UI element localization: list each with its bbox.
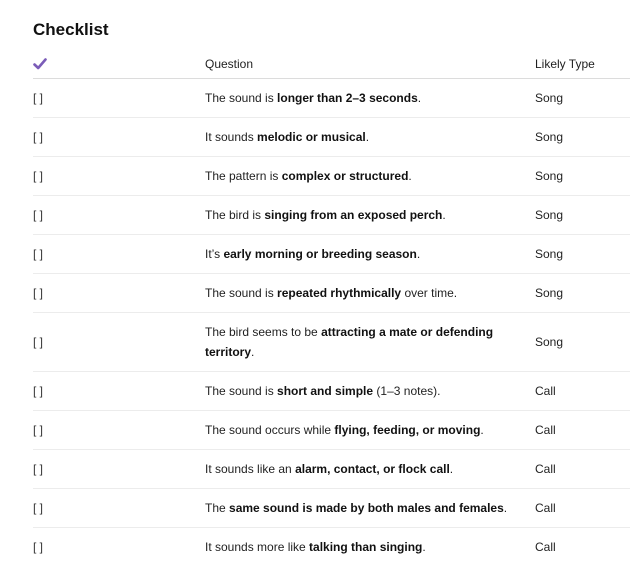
likely-type-cell: Call [535, 372, 630, 411]
checklist-table [33, 50, 630, 566]
table-row [33, 79, 630, 118]
checkbox[interactable]: [ ] [33, 372, 205, 411]
question-text: over time. [401, 286, 458, 300]
checkbox[interactable]: [ ] [33, 274, 205, 313]
question-text: The bird seems to be [205, 325, 322, 339]
table-row [33, 372, 630, 411]
checkbox[interactable]: [ ] [33, 313, 205, 372]
question-cell [205, 157, 535, 196]
table-row [33, 528, 630, 567]
table-row [33, 235, 630, 274]
likely-type-cell: Song [535, 235, 630, 274]
checkbox[interactable]: [ ] [33, 489, 205, 528]
question-text: The sound is [205, 384, 278, 398]
checkbox[interactable]: [ ] [33, 411, 205, 450]
table-row [33, 313, 630, 372]
checkbox[interactable]: [ ] [33, 157, 205, 196]
likely-type-cell: Call [535, 411, 630, 450]
likely-type-cell: Song [535, 79, 630, 118]
question-cell [205, 274, 535, 313]
question-text: (1–3 notes). [373, 384, 441, 398]
checkbox[interactable]: [ ] [33, 235, 205, 274]
checklist-rows [33, 79, 630, 567]
question-text: The pattern is [205, 169, 282, 183]
checkbox[interactable]: [ ] [33, 450, 205, 489]
question-cell [205, 313, 535, 372]
question-emphasis: alarm, contact, or flock call [295, 462, 450, 476]
likely-type-cell: Song [535, 118, 630, 157]
question-text: The [205, 501, 230, 515]
likely-type-cell: Call [535, 489, 630, 528]
question-text: The sound is [205, 91, 278, 105]
likely-type-cell: Song [535, 274, 630, 313]
table-row [33, 489, 630, 528]
checkbox[interactable]: [ ] [33, 79, 205, 118]
question-cell [205, 235, 535, 274]
checkbox[interactable]: [ ] [33, 540, 44, 554]
question-text: . [480, 423, 484, 437]
question-text: . [449, 462, 454, 476]
question-cell [205, 450, 535, 489]
checkmark-icon [33, 57, 47, 71]
question-cell [205, 79, 535, 118]
question-cell [205, 411, 535, 450]
question-cell [205, 196, 535, 235]
header-check-cell [33, 50, 205, 79]
likely-type-cell: Call [535, 540, 556, 554]
table-row [33, 157, 630, 196]
question-text: . [251, 345, 255, 359]
header-question: Question [205, 50, 535, 79]
question-text: The bird is [205, 208, 265, 222]
question-emphasis: talking than singing [309, 540, 423, 554]
header-row [33, 50, 630, 79]
question-text: . [422, 540, 426, 554]
question-text: . [417, 91, 422, 105]
question-cell [205, 372, 535, 411]
question-emphasis: longer than 2–3 seconds [277, 91, 418, 105]
table-row [33, 450, 630, 489]
question-text: The sound is [205, 286, 278, 300]
likely-type-cell: Song [535, 157, 630, 196]
header-likely-type: Likely Type [535, 50, 630, 79]
table-row [33, 274, 630, 313]
question-emphasis: short and simple [277, 384, 374, 398]
question-cell [205, 489, 535, 528]
question-emphasis: attracting a mate or defending territory [205, 325, 494, 359]
question-emphasis: flying, feeding, or moving [334, 423, 481, 437]
question-emphasis: singing from an exposed perch [264, 208, 443, 222]
question-emphasis: repeated rhythmically [277, 286, 402, 300]
question-text: . [365, 130, 370, 144]
question-cell [205, 528, 535, 567]
checkbox[interactable]: [ ] [33, 196, 205, 235]
question-text: The sound occurs while [205, 423, 335, 437]
likely-type-cell: Call [535, 450, 630, 489]
question-text: It sounds more like [205, 540, 310, 554]
question-emphasis: early morning or breeding season [223, 247, 417, 261]
checkbox[interactable]: [ ] [33, 118, 205, 157]
question-emphasis: same sound is made by both males and females [229, 501, 504, 515]
question-cell [205, 118, 535, 157]
likely-type-cell: Song [535, 313, 630, 372]
question-text: It sounds [205, 130, 258, 144]
question-text: It sounds like an [205, 462, 296, 476]
table-row [33, 196, 630, 235]
likely-type-cell: Song [535, 196, 630, 235]
table-row [33, 411, 630, 450]
question-emphasis: complex or structured [281, 169, 409, 183]
question-text: . [503, 501, 508, 515]
table-row [33, 118, 630, 157]
question-text: . [416, 247, 421, 261]
question-text: It’s [205, 247, 224, 261]
question-emphasis: melodic or musical [257, 130, 366, 144]
question-text: . [442, 208, 446, 222]
page-title: Checklist [33, 20, 109, 39]
question-text: . [408, 169, 412, 183]
